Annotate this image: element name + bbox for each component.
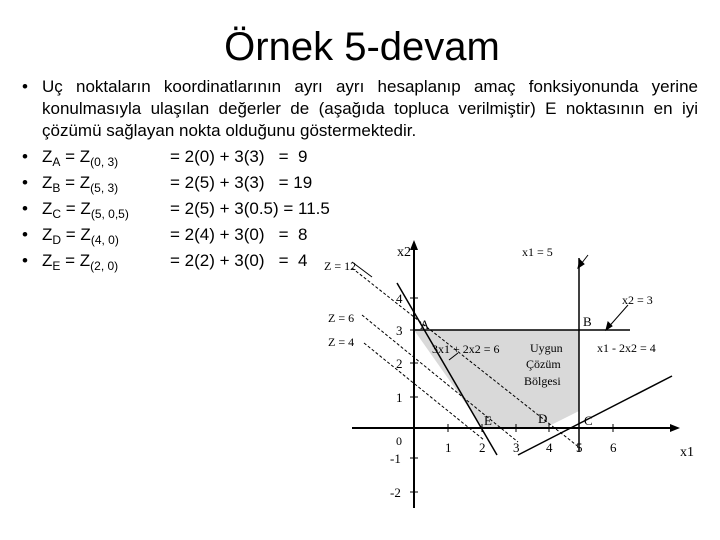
- evaluation-expression: = 2(2) + 3(0) = 4: [170, 251, 308, 270]
- axis-x-label: x1: [680, 445, 694, 460]
- label-3x1-2x2: 3x1 + 2x2 = 6: [432, 342, 500, 356]
- y-axis-arrow-icon: [410, 240, 418, 250]
- bullet-dot: •: [22, 173, 28, 192]
- evaluation-expression: = 2(5) + 3(0.5) = 11.5: [170, 199, 330, 218]
- x-tick-label: 6: [610, 440, 617, 455]
- evaluation-lhs: $Z_C = Z_{(5, 0,5)}$: [42, 199, 129, 221]
- evaluation-row: [22, 197, 698, 220]
- evaluation-lhs: $Z_B = Z_{(5, 3)}$: [42, 173, 119, 195]
- x-tick-label: 5: [576, 440, 583, 455]
- bullet-dot: •: [22, 147, 28, 166]
- point-D-label: D: [538, 411, 548, 426]
- y-tick-labels: [390, 291, 403, 500]
- point-A-label: A: [420, 317, 430, 332]
- evaluation-lhs: $Z_A = Z_{(0, 3)}$: [42, 147, 119, 169]
- bullet-dot: •: [22, 251, 28, 270]
- evaluation-row: [22, 171, 698, 194]
- label-x1-2x2: x1 - 2x2 = 4: [597, 341, 656, 355]
- evaluation-lhs: $Z_D = Z_{(4, 0)}$: [42, 225, 119, 247]
- y-tick-label: 1: [396, 390, 403, 405]
- feasible-region-graph: [314, 236, 720, 540]
- x-tick-label: 4: [546, 440, 553, 455]
- evaluation-lhs: $Z_E = Z_{(2, 0)}$: [42, 251, 119, 273]
- bullet-dot: •: [22, 199, 28, 218]
- evaluation-expression: = 2(5) + 3(3) = 19: [170, 173, 313, 192]
- y-tick-label: 4: [396, 291, 403, 306]
- evaluation-row: [22, 145, 698, 168]
- label-x1-5: x1 = 5: [522, 245, 553, 259]
- intro-text: Uç noktaların koordinatlarının ayrı ayrı hesaplanıp amaç fonksiyonunda yerine konulmasıyla ulaşılan değerler de (aşağıda topluca verilmiştir) E noktasının en iyi çözümü sağlayan nokta olduğunu göstermektedir.: [42, 77, 698, 140]
- bullet-dot: •: [22, 77, 28, 96]
- x-axis-arrow-icon: [670, 424, 680, 432]
- pointer-x2-3-arrow-icon: [606, 322, 612, 330]
- point-B-label: B: [583, 314, 592, 329]
- slide-title: Örnek 5-devam: [224, 25, 500, 69]
- y-tick-label: -1: [390, 451, 401, 466]
- point-C-label: C: [584, 413, 593, 428]
- x-tick-label: 2: [479, 440, 486, 455]
- evaluation-expression: = 2(0) + 3(3) = 9: [170, 147, 308, 166]
- region-label-line3: Bölgesi: [524, 374, 561, 388]
- point-E-label: E: [484, 413, 492, 428]
- origin-label: 0: [396, 434, 402, 448]
- label-z6: Z = 6: [328, 311, 355, 325]
- label-z4: Z = 4: [328, 335, 355, 349]
- bullet-dot: •: [22, 225, 28, 244]
- label-x2-3: x2 = 3: [622, 293, 653, 307]
- x-tick-label: 1: [445, 440, 452, 455]
- region-label-line1: Uygun: [530, 341, 563, 355]
- region-label-line2: Çözüm: [526, 357, 561, 371]
- x-tick-label: 3: [513, 440, 520, 455]
- y-tick-label: 2: [396, 356, 403, 371]
- axis-y-label: x2: [397, 245, 411, 260]
- y-tick-label: -2: [390, 485, 401, 500]
- y-tick-label: 3: [396, 323, 403, 338]
- intro-bullet: [22, 76, 698, 142]
- evaluation-expression: = 2(4) + 3(0) = 8: [170, 225, 308, 244]
- label-z12: Z = 12: [324, 259, 357, 273]
